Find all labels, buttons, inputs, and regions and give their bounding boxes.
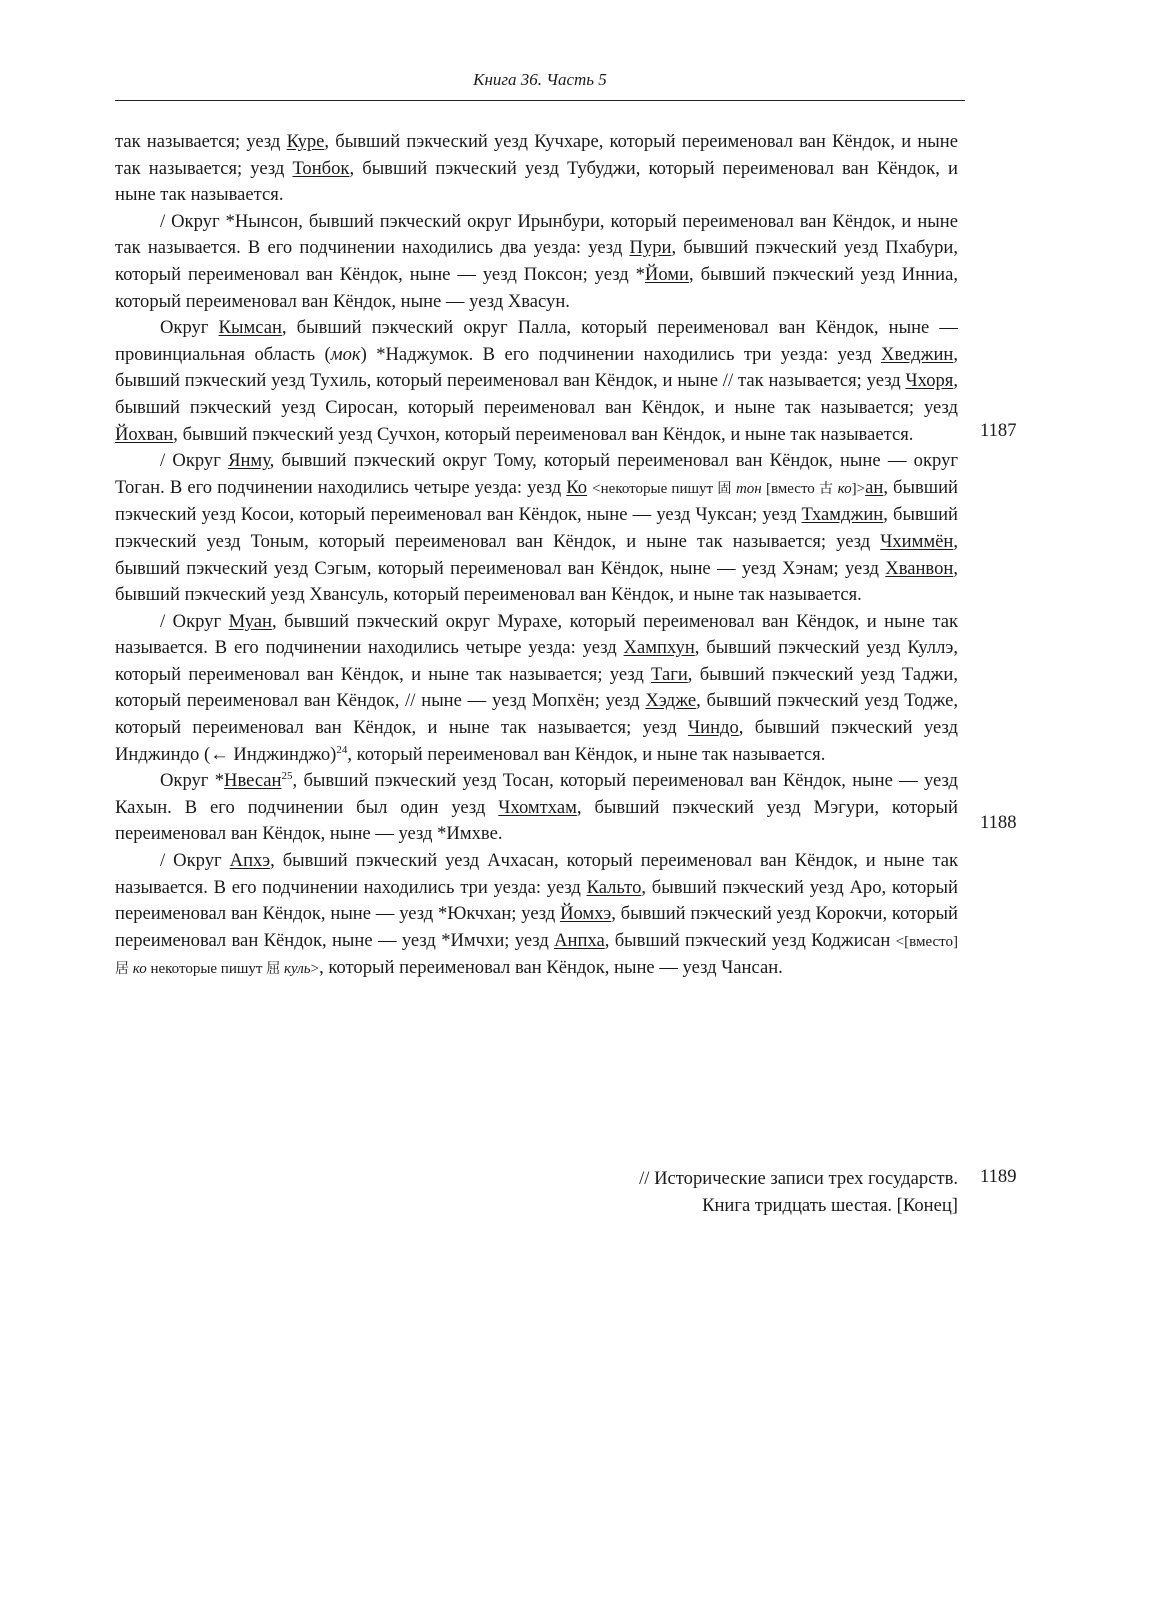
closing-line: Книга тридцать шестая. [Конец]: [702, 1194, 958, 1216]
main-text: [115, 129, 958, 983]
closing-line: // Исторические записи трех государств.: [639, 1168, 958, 1189]
paragraph: / Округ Муан, бывший пэкческий округ Мурахе, который переименовал ван Кёндок, и ныне так называется. В его подчинении находились четыре уезда: уезд Хампхун, бывший пэкческий уезд Куллэ, который переименовал ван Кёндок, и ныне так называется; уезд Таги, бывший пэкческий уезд Таджи, который переименовал ван Кёндок, // ныне — уезд Мопхён; уезд Хэдже, бывший пэкческий уезд Тодже, который переименовал ван Кёндок, и ныне так называется; уезд Чиндо, бывший пэкческий уезд Инджиндо (← Инджинджо)$^{24}$, который переименовал ван Кёндок, и ныне так называется.: [115, 610, 958, 765]
margin-page-number: 1187: [980, 420, 1017, 441]
paragraph: / Округ *Нынсон, бывший пэкческий округ Ирынбури, который переименовал ван Кёндок, и ныне так называется. В его подчинении находились два уезда: уезд Пури, бывший пэкческий уезд Пхабури, который переименовал ван Кёндок, ныне — уезд Поксон; уезд *Йоми, бывший пэкческий уезд Инниа, который переименовал ван Кёндок, ныне — уезд Хвасун.: [115, 210, 958, 312]
running-header: Книга 36. Часть 5: [473, 70, 607, 89]
margin-page-number: 1188: [980, 812, 1017, 833]
paragraph: / Округ Апхэ, бывший пэкческий уезд Ачхасан, который переименовал ван Кёндок, и ныне так называется. В его подчинении находились три уезда: уезд Кальто, бывший пэкческий уезд Аро, который переименовал ван Кёндок, ныне — уезд *Юкчхан; уезд Йомхэ, бывший пэкческий уезд Корокчи, который переименовал ван Кёндок, ныне — уезд *Имчхи; уезд Анпха, бывший пэкческий уезд Коджисан <[вместо] 居 ко некоторые пишут 屈 куль>, который переименовал ван Кёндок, ныне — уезд Чансан.: [115, 850, 958, 979]
paragraph: Округ Кымсан, бывший пэкческий округ Палла, который переименовал ван Кёндок, ныне — провинциальная область (мок) *Наджумок. В его подчинении находились три уезда: уезд Хведжин, бывший пэкческий уезд Тухиль, который переименовал ван Кёндок, и ныне // так называется; уезд Чхоря, бывший пэкческий уезд Сиросан, который переименовал ван Кёндок, и ныне так называется; уезд Йохван, бывший пэкческий уезд Сучхон, который переименовал ван Кёндок, и ныне так называется.: [115, 317, 959, 445]
closing-note: [540, 1166, 958, 1219]
paragraph: так называется; уезд Куре, бывший пэкческий уезд Кучхаре, который переименовал ван Кёндок, и ныне так называется; уезд Тонбок, бывший пэкческий уезд Тубуджи, который переименовал ван Кёндок, и ныне так называется.: [115, 131, 958, 206]
paragraph: / Округ Янму, бывший пэкческий округ Тому, который переименовал ван Кёндок, ныне — округ Тоган. В его подчинении находились четыре уезда: уезд Ко <некоторые пишут 固 тон [вместо 古 ко]>ан, бывший пэкческий уезд Косои, который переименовал ван Кёндок, ныне — уезд Чуксан; уезд Тхамджин, бывший пэкческий уезд Тоным, который переименовал ван Кёндок, и ныне так называется; уезд Чхиммён, бывший пэкческий уезд Сэгым, который переименовал ван Кёндок, ныне — уезд Хэнам; уезд Хванвон, бывший пэкческий уезд Хвансуль, который переименовал ван Кёндок, и ныне так называется.: [115, 450, 959, 606]
paragraph: Округ *Нвесан$^{25}$, бывший пэкческий уезд Тосан, который переименовал ван Кёндок, ныне — уезд Кахын. В его подчинении был один уезд Чхомтхам, бывший пэкческий уезд Мэгури, который переименовал ван Кёндок, ныне — уезд *Имхве.: [115, 770, 958, 845]
margin-page-number: 1189: [980, 1166, 1017, 1187]
header-rule: [115, 100, 965, 101]
